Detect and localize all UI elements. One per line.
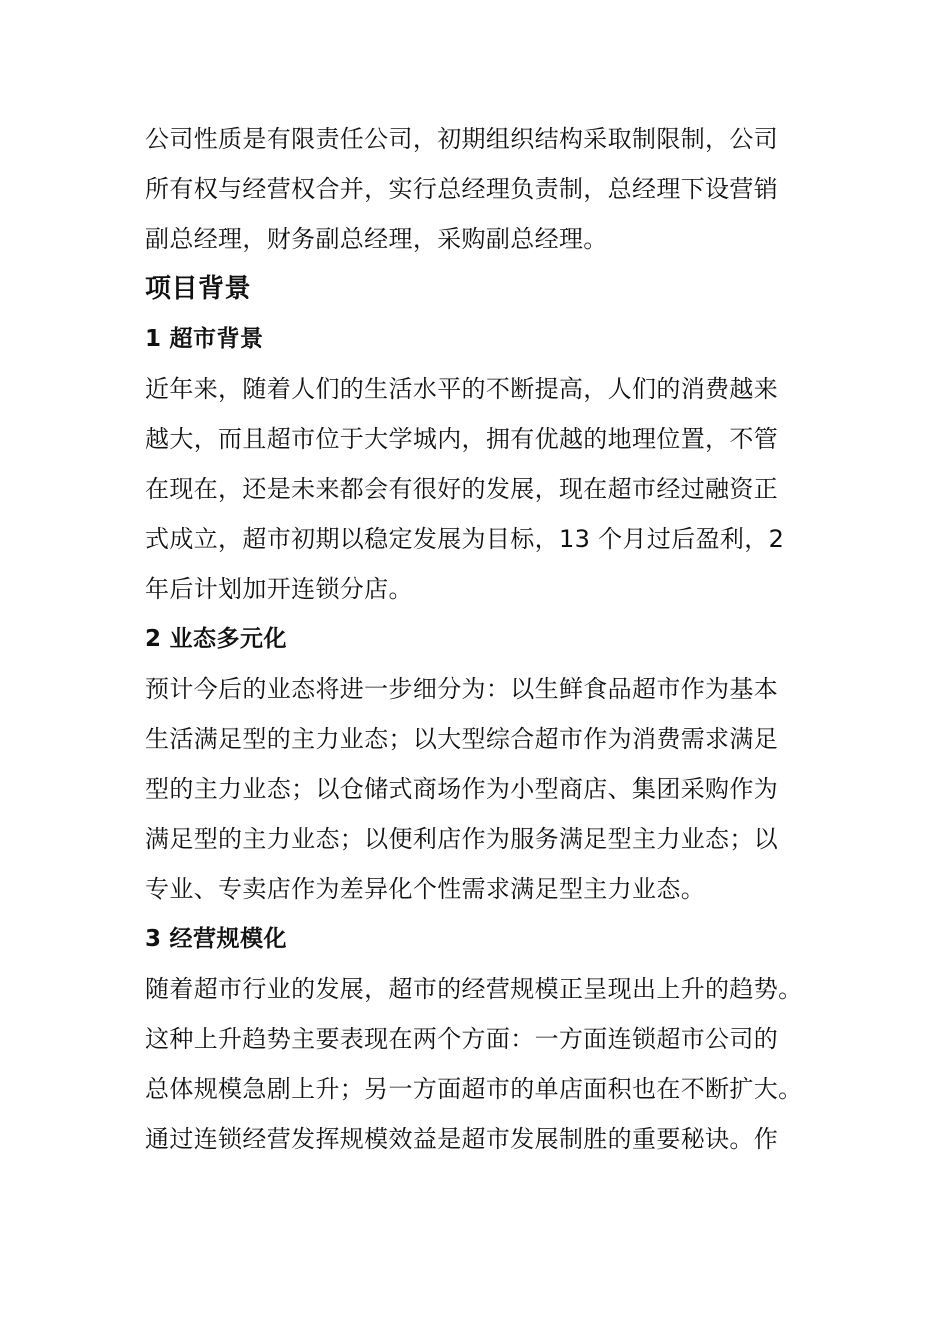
text-line: 预计今后的业态将进一步细分为：以生鲜食品超市作为基本 (145, 675, 779, 703)
text-line: 专业、专卖店作为差异化个性需求满足型主力业态。 (145, 875, 706, 903)
subsection-3-paragraph (145, 964, 825, 1164)
subsection-number: 3 (145, 926, 162, 952)
text-line: 所有权与经营权合并，实行总经理负责制，总经理下设营销 (145, 175, 779, 203)
text-line: 随着超市行业的发展，超市的经营规模正呈现出上升的趋势。 (145, 975, 803, 1003)
text-line: 公司性质是有限责任公司，初期组织结构采取制限制，公司 (145, 125, 779, 153)
text-line: 近年来，随着人们的生活水平的不断提高，人们的消费越来 (145, 375, 779, 403)
subsection-number: 2 (145, 626, 162, 652)
subsection-title: 超市背景 (169, 326, 264, 352)
text-line: 型的主力业态；以仓储式商场作为小型商店、集团采购作为 (145, 775, 779, 803)
subsection-1-paragraph (145, 364, 825, 614)
subsection-2-paragraph (145, 664, 825, 914)
text-line: 越大，而且超市位于大学城内，拥有优越的地理位置，不管 (145, 425, 779, 453)
text-line: 生活满足型的主力业态；以大型综合超市作为消费需求满足 (145, 725, 779, 753)
text-line: 在现在，还是未来都会有很好的发展，现在超市经过融资正 (145, 475, 779, 503)
subsection-title: 经营规模化 (169, 926, 288, 952)
text-line: 式成立，超市初期以稳定发展为目标，13 个月过后盈利，2 (145, 525, 785, 553)
document-page (145, 114, 825, 1164)
subsection-heading-3 (145, 914, 825, 964)
intro-paragraph (145, 114, 825, 264)
text-line: 这种上升趋势主要表现在两个方面：一方面连锁超市公司的 (145, 1025, 779, 1053)
text-line: 年后计划加开连锁分店。 (145, 575, 413, 603)
text-line: 满足型的主力业态；以便利店作为服务满足型主力业态；以 (145, 825, 779, 853)
text-line: 通过连锁经营发挥规模效益是超市发展制胜的重要秘诀。作 (145, 1125, 779, 1153)
subsection-title: 业态多元化 (169, 626, 288, 652)
text-line: 副总经理，财务副总经理，采购副总经理。 (145, 225, 608, 253)
subsection-heading-1 (145, 314, 825, 364)
subsection-number: 1 (145, 326, 162, 352)
text-line: 总体规模急剧上升；另一方面超市的单店面积也在不断扩大。 (145, 1075, 803, 1103)
section-heading: 项目背景 (145, 274, 252, 304)
subsection-heading-2 (145, 614, 825, 664)
